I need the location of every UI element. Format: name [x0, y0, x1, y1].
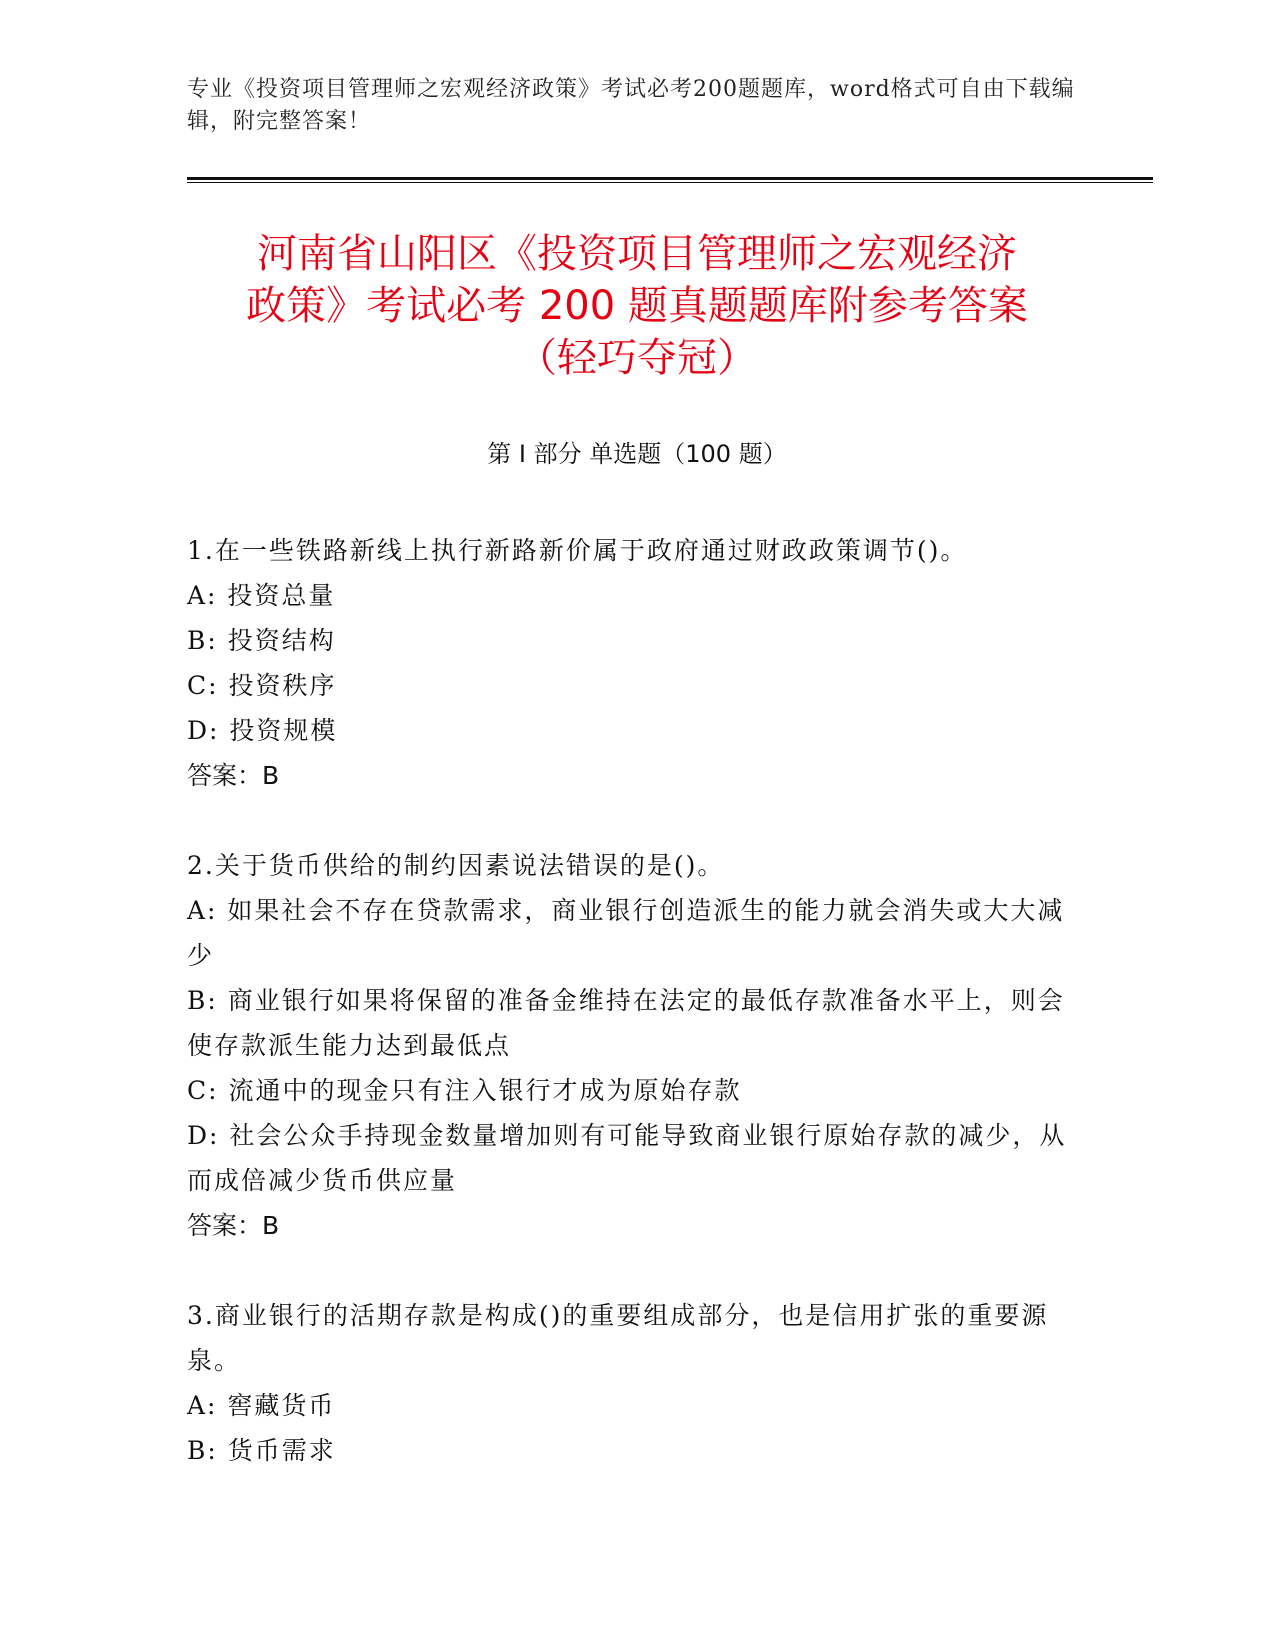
header-divider-thick [187, 177, 1153, 180]
option-c: C: 投资秩序 [187, 671, 337, 700]
option-d: D: 投资规模 [187, 716, 338, 745]
section-heading: 第 I 部分 单选题（100 题） [487, 440, 787, 468]
header-divider-thin [187, 182, 1153, 183]
option-a: A: 窖藏货币 [187, 1391, 336, 1420]
title-line-1: 河南省山阳区《投资项目管理师之宏观经济 [257, 231, 1017, 277]
option-a: A: 投资总量 [187, 581, 336, 610]
document-title [187, 228, 1087, 384]
question-text: 2.关于货币供给的制约因素说法错误的是()。 [187, 851, 725, 880]
question-text: 3.商业银行的活期存款是构成()的重要组成部分，也是信用扩张的重要源泉。 [187, 1301, 1049, 1375]
header-note: 专业《投资项目管理师之宏观经济政策》考试必考200题题库，word格式可自由下载编辑，附完整答案！ [187, 77, 1075, 134]
option-a: A: 如果社会不存在贷款需求，商业银行创造派生的能力就会消失或大大减少 [187, 896, 1065, 970]
question-1 [187, 528, 1087, 798]
title-line-2: 政策》考试必考 200 题真题题库附参考答案 [246, 283, 1028, 329]
question-list [187, 528, 1087, 1518]
option-b: B: 商业银行如果将保留的准备金维持在法定的最低存款准备水平上，则会使存款派生能力达到最低点 [187, 986, 1065, 1060]
question-3 [187, 1293, 1087, 1473]
title-line-3: （轻巧夺冠） [517, 335, 757, 381]
question-2 [187, 843, 1087, 1248]
option-b: B: 投资结构 [187, 626, 336, 655]
option-d: D: 社会公众手持现金数量增加则有可能导致商业银行原始存款的减少，从而成倍减少货币供应量 [187, 1121, 1067, 1195]
question-text: 1.在一些铁路新线上执行新路新价属于政府通过财政政策调节()。 [187, 536, 968, 565]
option-c: C: 流通中的现金只有注入银行才成为原始存款 [187, 1076, 742, 1105]
answer: 答案：B [187, 1211, 280, 1240]
answer: 答案：B [187, 761, 280, 790]
option-b: B: 货币需求 [187, 1436, 336, 1465]
